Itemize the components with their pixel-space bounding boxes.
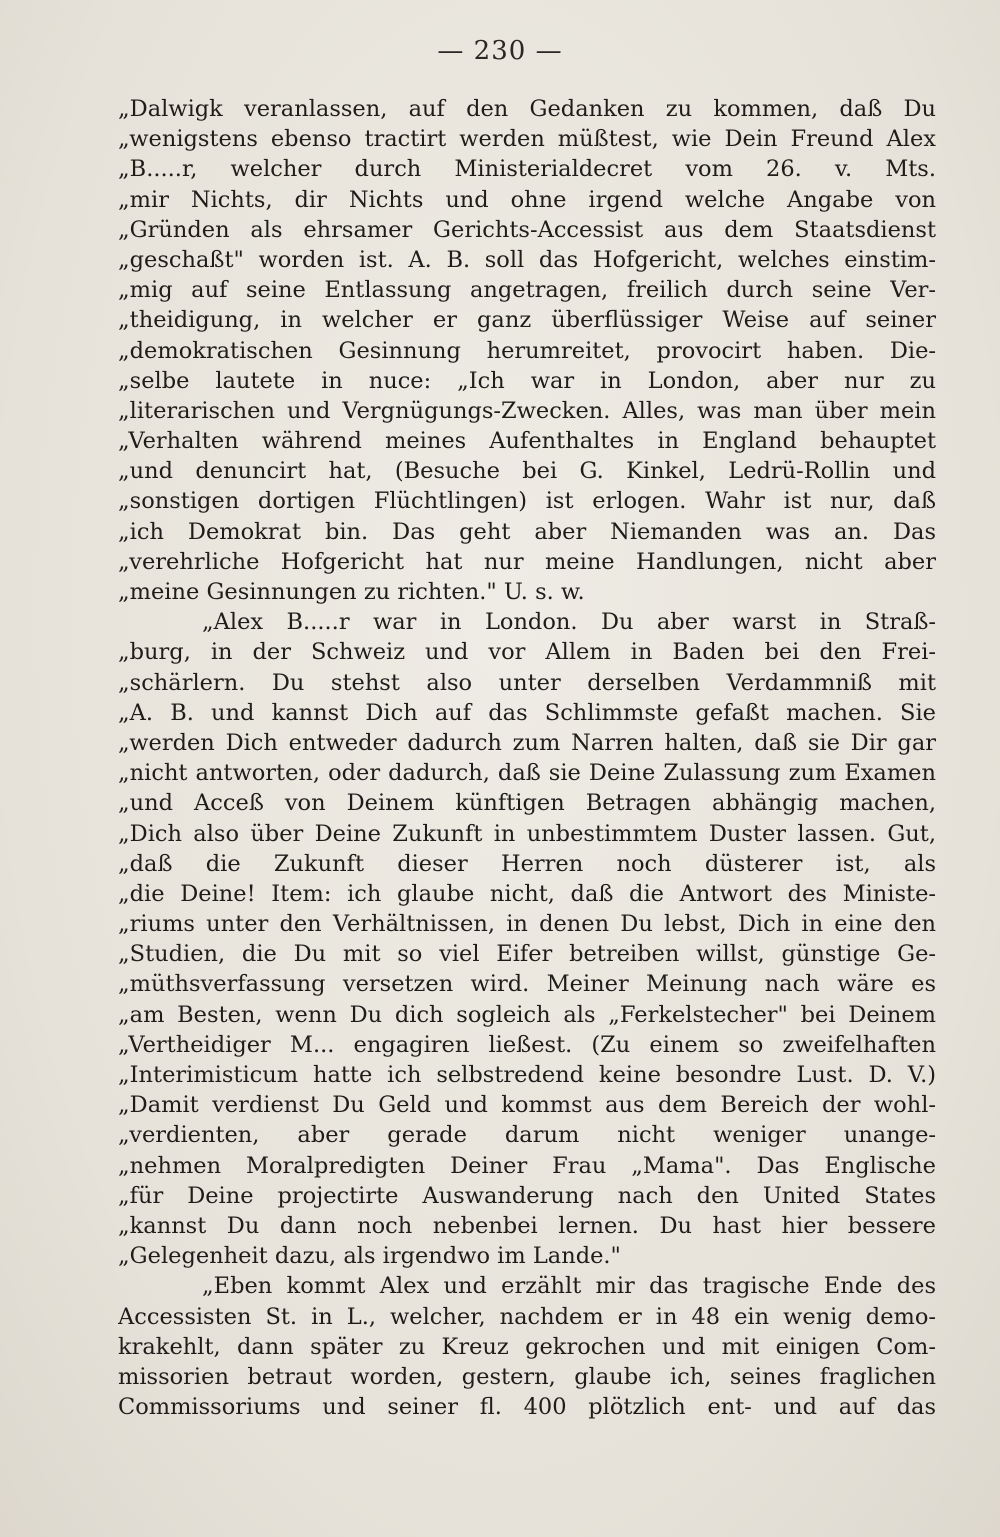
text-line: „theidigung, in welcher er ganz überflüssiger Weise auf seiner [118,307,936,334]
text-line: „B.....r, welcher durch Ministerialdecret vom 26. v. Mts. [118,156,936,183]
text-line: „selbe lautete in nuce: „Ich war in London, aber nur zu [118,367,936,394]
text-line: „Damit verdienst Du Geld und kommst aus dem Bereich der wohl- [118,1092,936,1119]
body-text [118,94,936,1422]
text-line: „burg, in der Schweiz und vor Allem in Baden bei den Frei- [118,639,936,666]
text-line: „kannst Du dann noch nebenbei lernen. Du hast hier bessere [118,1212,936,1239]
text-line: „meine Gesinnungen zu richten." U. s. w. [118,579,585,605]
text-line: „am Besten, wenn Du dich sogleich als „Ferkelstecher" bei Deinem [118,1001,936,1028]
text-line: „verehrliche Hofgericht hat nur meine Handlungen, nicht aber [118,548,936,575]
text-line: „Gründen als ehrsamer Gerichts-Accessist aus dem Staatsdienst [118,216,936,243]
text-line: „A. B. und kannst Dich auf das Schlimmste gefaßt machen. Sie [118,699,936,726]
text-line: krakehlt, dann später zu Kreuz gekrochen und mit einigen Com- [118,1333,936,1360]
text-line: „riums unter den Verhältnissen, in denen Du lebst, Dich in eine den [118,911,936,938]
text-line: „Dich also über Deine Zukunft in unbestimmtem Duster lassen. Gut, [118,820,936,847]
text-line: „mig auf seine Entlassung angetragen, freilich durch seine Ver- [118,277,936,304]
text-line: „müthsverfassung versetzen wird. Meiner Meinung nach wäre es [118,971,936,998]
text-line: „sonstigen dortigen Flüchtlingen) ist erlogen. Wahr ist nur, daß [118,488,936,515]
text-line: „nicht antworten, oder dadurch, daß sie Deine Zulassung zum Examen [118,760,936,787]
text-line: „und Acceß von Deinem künftigen Betragen abhängig machen, [118,790,936,817]
text-line: „Studien, die Du mit so viel Eifer betreiben willst, günstige Ge- [118,941,936,968]
text-line: missorien betraut worden, gestern, glaube ich, seines fraglichen [118,1363,936,1390]
text-line: „die Deine! Item: ich glaube nicht, daß die Antwort des Ministe- [118,880,936,907]
text-line: „nehmen Moralpredigten Deiner Frau „Mama". Das Englische [118,1152,936,1179]
text-line: „geschaßt" worden ist. A. B. soll das Hofgericht, welches einstim- [118,246,936,273]
text-line: „Gelegenheit dazu, als irgendwo im Lande." [118,1243,621,1270]
text-line: „daß die Zukunft dieser Herren noch düsterer ist, als [118,850,936,877]
text-line: Accessisten St. in L., welcher, nachdem er in 48 ein wenig demo- [118,1303,936,1330]
page-number: — 230 — [437,36,563,66]
text-line: „literarischen und Vergnügungs-Zwecken. Alles, was man über mein [118,397,936,424]
text-line: „demokratischen Gesinnung herumreitet, provocirt haben. Die- [118,337,936,364]
text-line: „wenigstens ebenso tractirt werden müßtest, wie Dein Freund Alex [118,126,936,153]
text-line: „Interimisticum hatte ich selbstredend keine besondre Lust. D. V.) [118,1062,936,1088]
text-line: „Dalwigk veranlassen, auf den Gedanken zu kommen, daß Du [118,96,936,122]
text-line: „ich Demokrat bin. Das geht aber Niemanden was an. Das [118,518,936,545]
text-line: „für Deine projectirte Auswanderung nach den United States [118,1182,936,1209]
text-line: „werden Dich entweder dadurch zum Narren halten, daß sie Dir gar [118,729,936,756]
text-line: „Vertheidiger M... engagiren ließest. (Zu einem so zweifelhaften [118,1031,936,1058]
text-line: „Alex B.....r war in London. Du aber warst in Straß- [202,609,936,636]
text-line: „Eben kommt Alex und erzählt mir das tragische Ende des [202,1273,936,1300]
text-line: „schärlern. Du stehst also unter derselben Verdammniß mit [118,669,936,696]
text-line: „und denuncirt hat, (Besuche bei G. Kinkel, Ledrü-Rollin und [118,458,936,485]
text-line: „mir Nichts, dir Nichts und ohne irgend welche Angabe von [118,186,936,213]
text-line: „Verhalten während meines Aufenthaltes in England behauptet [118,428,936,455]
text-line: Commissoriums und seiner fl. 400 plötzlich ent- und auf das [118,1394,936,1421]
text-line: „verdienten, aber gerade darum nicht weniger unange- [118,1122,936,1149]
